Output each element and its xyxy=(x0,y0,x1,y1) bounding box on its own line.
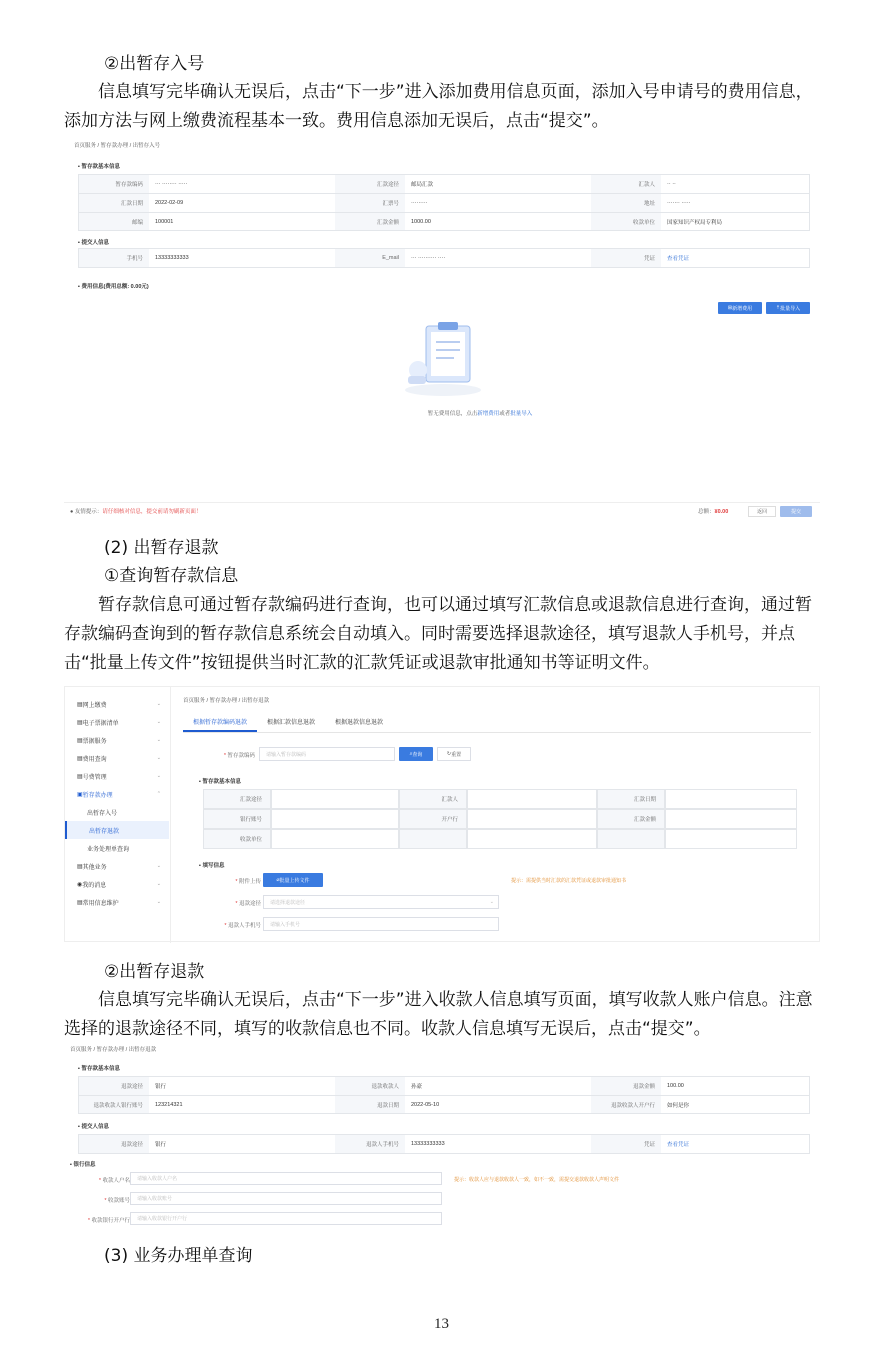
basic-info-title: ▪ 暂存款基本信息 xyxy=(78,164,120,170)
sidebar-item-common-info[interactable]: ▤ 常用信息维护 ⌄ xyxy=(77,899,161,907)
menu-icon: ▤ xyxy=(77,737,83,744)
payee-name-input[interactable]: 请输入收款人户名 xyxy=(130,1172,442,1185)
tab-by-refund[interactable]: 根据退款信息退款 xyxy=(335,720,384,726)
upload-icon: ⇡ xyxy=(775,305,781,311)
info-icon: ● xyxy=(70,509,75,515)
bank-account-value xyxy=(271,809,399,829)
payee-bank-input[interactable]: 请输入收款银行开户行 xyxy=(130,1212,442,1225)
menu-icon: ▣ xyxy=(77,791,83,798)
info-row: 汇款日期 2022-02-09 汇票号 ········· 地址 ······· ····· xyxy=(78,193,810,212)
submitter-row: 手机号 13333333333 E_mail ··· ·········· ···· 凭证 查看凭证 xyxy=(78,248,810,268)
sidebar-item-deposit[interactable]: ▣ 暂存款办理 ⌃ xyxy=(77,791,161,799)
info-row: 暂存款编码 ··· ········ ····· 汇款途径 邮局汇款 汇款人 ·· ·· xyxy=(78,174,810,193)
section-heading-refund-submit: ②出暂存退款 xyxy=(104,962,205,982)
paperclip-icon: ⌀ xyxy=(276,877,280,883)
payee-unit-value xyxy=(271,829,399,849)
sidebar-subitem-deposit-application[interactable]: 出暂存入号 xyxy=(87,810,118,817)
section-paragraph: 信息填写完毕确认无误后，点击“下一步”进入收款人信息填写页面，填写收款人账户信息。注意选择的退款途径不同，填写的收款信息也不同。收款人信息填写无误后，点击“提交”。 xyxy=(64,990,813,1039)
remit-amount-value xyxy=(665,809,797,829)
refund-way-label: * 退款途径 xyxy=(235,901,261,907)
add-fee-button[interactable]: ⊞ 新增费用 xyxy=(718,302,762,314)
section-heading-deposit-application: ②出暂存入号 xyxy=(104,54,205,74)
submitter-title: ▪ 提交人信息 xyxy=(78,240,109,246)
section-paragraph: 暂存款信息可通过暂存款编码进行查询，也可以通过填写汇款信息或退款信息进行查询，通过暂存款编码查询到的暂存款信息系统会自动填入。同时需要选择退款途径，填写退款人手机号，并点击“批量上传文件”按钮提供当时汇款的汇款凭证或退款审批通知书等证明文件。 xyxy=(64,595,812,673)
remit-date-value xyxy=(665,789,797,809)
breadcrumb: 首页服务 / 暂存款办理 / 出暂存入号 xyxy=(74,143,161,149)
phone-label: * 退款人手机号 xyxy=(224,923,261,929)
sidebar-item-number-fee[interactable]: ▤ 号费管理 ⌄ xyxy=(77,773,161,781)
batch-upload-button[interactable]: ⌀ 批量上传文件 xyxy=(263,873,323,887)
info-row: 邮编 100001 汇款金额 1000.00 收款单位 国家知识产权局专利局 xyxy=(78,212,810,231)
code-label: * 暂存款编码 xyxy=(223,753,255,759)
screenshot-deposit-refund-query: ▤ 网上缴费 ⌄ ▤ 电子票据清单 ⌄ ▤ 票据服务 ⌄ ▤ 费用查询 ⌄ ▤ 号费管理 ⌄ ▣ 暂存款办理 ⌃ 出暂存入号 出暂存退款 业务处理单查询 ▤ 其他业务 ⌄ ◉ 我的消息 ⌄ ▤ 常用信息维护 ⌄ 首页服务 / 暂存款办理 / 出暂存退款 根据暂存款编码退款 根据汇款信息退款 根据退款信息退款 * 暂存款编码 请输入暂存款编码 ⌕ 查询 ↻ 重置 ▪ 暂存款基本信息 汇款途径 汇款人 汇款日期 银行账号 开户行 汇款金额 收款单位 ▪ 填写信息 * 附件上传 ⌀ 批量上传文件 提示：需提供当时汇款的汇款凭证或退款审批通知书 * 退款途径 请选择退款途径 ⌄ * 退款人手机号 请输入手机号 xyxy=(64,686,820,942)
plus-icon: ⊞ xyxy=(727,305,733,311)
menu-icon: ▤ xyxy=(77,863,83,870)
subheading-query-deposit: ①查询暂存款信息 xyxy=(104,566,239,586)
batch-import-button[interactable]: ⇡ 批量导入 xyxy=(766,302,810,314)
chevron-down-icon: ⌄ xyxy=(489,899,494,905)
footer-bar xyxy=(64,502,820,520)
batch-import-link[interactable]: 批量导入 xyxy=(510,411,533,417)
menu-icon: ▤ xyxy=(77,755,83,762)
basic-info-title: ▪ 暂存款基本信息 xyxy=(199,779,241,785)
basic-info-title: ▪ 暂存款基本信息 xyxy=(78,1066,120,1072)
refresh-icon: ↻ xyxy=(446,751,452,757)
sidebar-item-e-invoice[interactable]: ▤ 电子票据清单 ⌄ xyxy=(77,719,161,727)
upload-hint: 提示：需提供当时汇款的汇款凭证或退款审批通知书 xyxy=(511,878,627,884)
fill-info-title: ▪ 填写信息 xyxy=(199,863,225,869)
menu-icon: ◉ xyxy=(77,881,83,888)
remit-way-value xyxy=(271,789,399,809)
sidebar xyxy=(65,687,171,943)
total-amount: 总额：¥0.00 xyxy=(698,509,729,515)
sidebar-subitem-order-query[interactable]: 业务处理单查询 xyxy=(87,846,130,853)
breadcrumb: 首页服务 / 暂存款办理 / 出暂存退款 xyxy=(183,698,270,704)
view-voucher-link[interactable]: 查看凭证 xyxy=(667,256,690,262)
payee-name-label: * 收款人户名 xyxy=(98,1178,130,1184)
info-row: 退款途径 银行 退款收款人 孙豪 退款金额 100.00 xyxy=(78,1076,810,1095)
sidebar-item-invoice-service[interactable]: ▤ 票据服务 ⌄ xyxy=(77,737,161,745)
menu-icon: ▤ xyxy=(77,899,83,906)
menu-icon: ▤ xyxy=(77,719,83,726)
footer-tip: ● 友情提示：请仔细核对信息，提交前请勿刷新页面！ xyxy=(70,509,202,515)
search-icon: ⌕ xyxy=(409,751,413,757)
sidebar-item-fee-query[interactable]: ▤ 费用查询 ⌄ xyxy=(77,755,161,763)
sidebar-subitem-deposit-refund[interactable]: 出暂存退款 xyxy=(65,821,169,839)
payee-account-label: * 收款账号 xyxy=(104,1198,130,1204)
info-row: 退款收款人银行账号 123214321 退款日期 2022-05-10 退款收款人开户行 如何是你 xyxy=(78,1095,810,1114)
remitter-value xyxy=(467,789,597,809)
bank-branch-value xyxy=(467,809,597,829)
menu-icon: ▤ xyxy=(77,773,83,780)
section-heading-order-query: (3) 业务办理单查询 xyxy=(104,1246,253,1266)
query-button[interactable]: ⌕ 查询 xyxy=(399,747,433,761)
submitter-row: 退款途径 银行 退款人手机号 13333333333 凭证 查看凭证 xyxy=(78,1134,810,1154)
phone-input[interactable]: 请输入手机号 xyxy=(263,917,499,931)
submit-button[interactable]: 提交 xyxy=(780,506,812,517)
attach-label: * 附件上传 xyxy=(235,879,261,885)
screenshot-refund-payee xyxy=(64,1042,820,1230)
breadcrumb: 首页服务 / 暂存款办理 / 出暂存退款 xyxy=(70,1047,157,1053)
section-paragraph: 信息填写完毕确认无误后，点击“下一步”进入添加费用信息页面，添加入号申请号的费用信息，添加方法与网上缴费流程基本一致。费用信息添加无误后，点击“提交”。 xyxy=(64,82,813,131)
sidebar-item-messages[interactable]: ◉ 我的消息 ⌄ xyxy=(77,881,161,889)
payee-account-input[interactable]: 请输入收款账号 xyxy=(130,1192,442,1205)
submitter-title: ▪ 提交人信息 xyxy=(78,1124,109,1130)
reset-button[interactable]: ↻ 重置 xyxy=(437,747,471,761)
code-input[interactable]: 请输入暂存款编码 xyxy=(259,747,395,761)
bank-info-title: ▪ 银行信息 xyxy=(70,1162,96,1168)
tab-by-remittance[interactable]: 根据汇款信息退款 xyxy=(267,720,316,726)
empty-fee-message: 暂无费用信息，点击新增费用或者批量导入 xyxy=(427,411,533,417)
sidebar-item-online-payment[interactable]: ▤ 网上缴费 ⌄ xyxy=(77,701,161,709)
payee-bank-label: * 收款银行开户行 xyxy=(87,1218,130,1224)
section-heading-deposit-refund: (2) 出暂存退款 xyxy=(104,538,219,558)
tab-by-code[interactable]: 根据暂存款编码退款 xyxy=(183,713,257,732)
menu-icon: ▤ xyxy=(77,701,83,708)
clipboard-illustration xyxy=(398,318,488,398)
refund-way-select[interactable]: 请选择退款途径 ⌄ xyxy=(263,895,499,909)
bank-hint: 提示：收款人应与退款收款人一致，如不一致，需提交退款收款人声明文件 xyxy=(454,1177,620,1183)
view-voucher-link[interactable]: 查看凭证 xyxy=(667,1142,690,1148)
add-fee-link[interactable]: 新增费用 xyxy=(477,411,500,417)
screenshot-deposit-application xyxy=(64,138,820,524)
back-button[interactable]: 返回 xyxy=(748,506,776,517)
fee-total: ▪ 费用信息(费用总额: 0.00元) xyxy=(78,284,149,290)
tab-bar xyxy=(183,713,811,733)
sidebar-item-other-business[interactable]: ▤ 其他业务 ⌄ xyxy=(77,863,161,871)
page-number: 13 xyxy=(434,1316,449,1332)
